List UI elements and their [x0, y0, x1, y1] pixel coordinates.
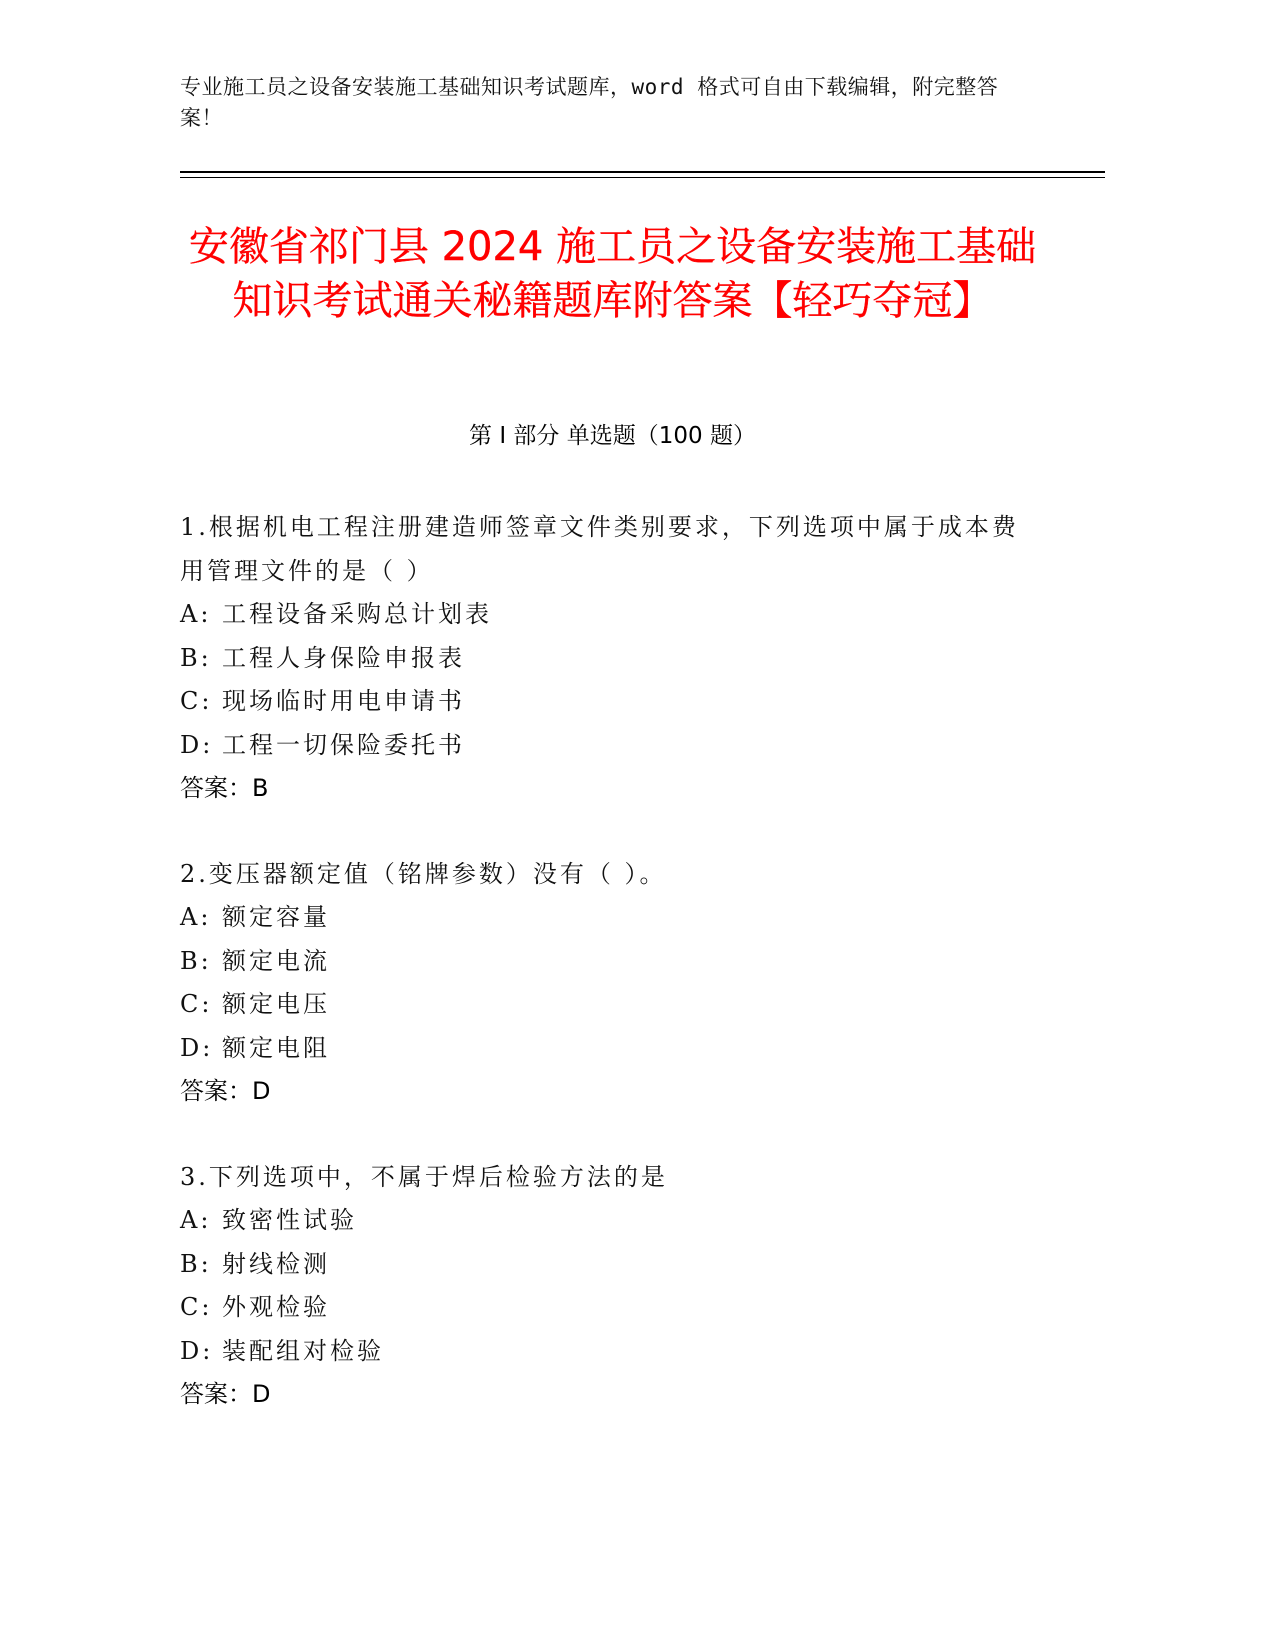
question-3 [180, 1156, 1060, 1417]
option-c [180, 983, 1060, 1027]
question-stem: 3.下列选项中，不属于焊后检验方法的是 [180, 1162, 668, 1191]
header-divider-thick [180, 171, 1105, 173]
question-1 [180, 506, 1060, 811]
option-a [180, 1199, 1060, 1243]
option-text: 射线检测 [222, 1249, 330, 1278]
option-letter: D: [180, 730, 214, 759]
option-letter: C: [180, 990, 213, 1018]
header-divider-thin [180, 177, 1105, 178]
option-b [180, 940, 1060, 984]
option-a [180, 593, 1060, 637]
option-letter: C: [180, 1293, 213, 1321]
option-text: 工程设备采购总计划表 [222, 600, 492, 628]
option-d [180, 1027, 1060, 1071]
option-a [180, 896, 1060, 940]
option-c [180, 680, 1060, 724]
header-note: 专业施工员之设备安装施工基础知识考试题库，word 格式可自由下载编辑，附完整答案！ [180, 75, 999, 130]
option-letter: C: [180, 687, 213, 715]
document-title: 安徽省祁门县 2024 施工员之设备安装施工基础知识考试通关秘籍题库附答案【轻巧夺冠】 [188, 224, 1037, 324]
option-text: 额定电流 [222, 946, 330, 975]
option-text: 外观检验 [222, 1293, 330, 1321]
option-letter: B: [180, 1249, 212, 1278]
option-letter: D: [180, 1336, 214, 1365]
section-heading: 第 I 部分 单选题（100 题） [469, 423, 756, 449]
option-text: 工程人身保险申报表 [222, 643, 465, 672]
option-b [180, 637, 1060, 681]
option-c [180, 1286, 1060, 1330]
option-letter: A: [180, 903, 212, 931]
question-list [180, 506, 1060, 1459]
option-letter: B: [180, 946, 212, 975]
option-text: 装配组对检验 [222, 1336, 384, 1365]
question-2 [180, 853, 1060, 1114]
option-d [180, 724, 1060, 768]
option-text: 工程一切保险委托书 [222, 730, 465, 759]
option-b [180, 1243, 1060, 1287]
option-text: 额定电阻 [222, 1033, 330, 1062]
option-text: 额定容量 [222, 903, 330, 931]
question-stem: 1.根据机电工程注册建造师签章文件类别要求，下列选项中属于成本费用管理文件的是（ ） [180, 513, 1019, 585]
option-letter: D: [180, 1033, 214, 1062]
option-letter: A: [180, 600, 212, 628]
answer-line: 答案：D [180, 1077, 271, 1105]
option-letter: A: [180, 1206, 212, 1234]
option-text: 额定电压 [222, 990, 330, 1018]
answer-line: 答案：D [180, 1380, 271, 1408]
answer-line: 答案：B [180, 774, 269, 802]
option-d [180, 1330, 1060, 1374]
option-text: 致密性试验 [222, 1206, 357, 1234]
question-stem: 2.变压器额定值（铭牌参数）没有（ ）。 [180, 859, 667, 888]
option-letter: B: [180, 643, 212, 672]
option-text: 现场临时用电申请书 [222, 687, 465, 715]
